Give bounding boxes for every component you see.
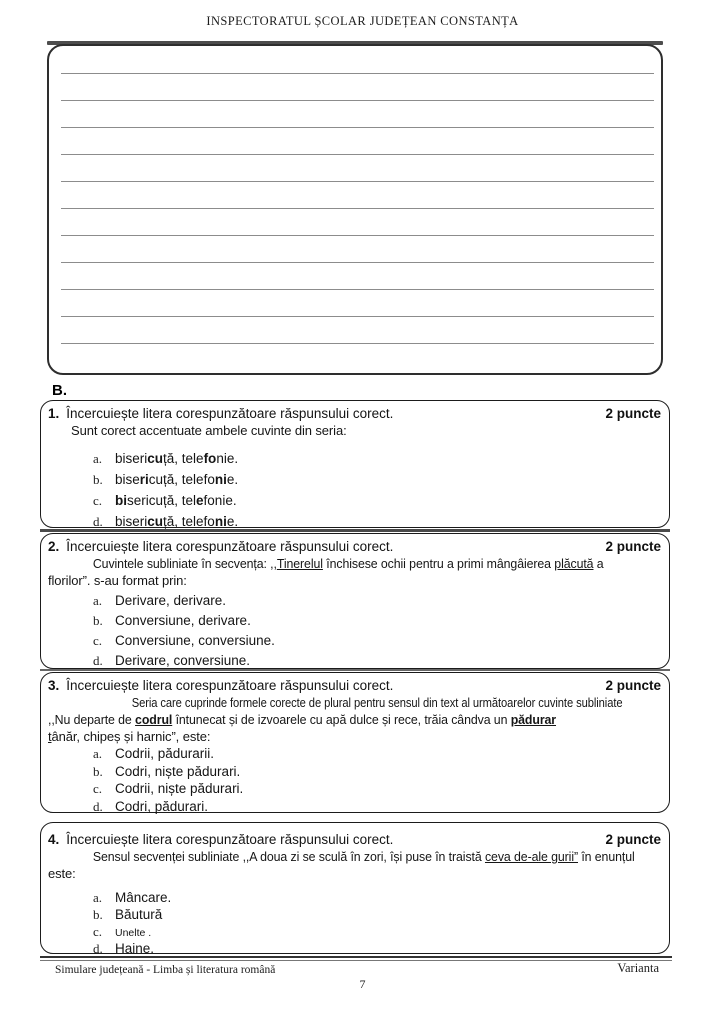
option-text: Conversiune, derivare. (115, 613, 251, 628)
question-3-box (40, 672, 670, 813)
question-number: 2. (48, 539, 60, 554)
option-row (93, 763, 661, 781)
question-body-line: tânăr, chipeș și harnic”, este: (48, 729, 211, 744)
question-4-header (48, 832, 661, 848)
writing-box (47, 44, 663, 375)
option-letter: b. (93, 763, 103, 779)
option-letter: d. (93, 653, 103, 668)
option-letter: b. (93, 472, 103, 487)
footer-rule-thick (40, 956, 672, 958)
question-body-line: Sensul secvenței subliniate ,,A doua zi se sculă în zori, își puse în traistă ceva de-ale gurii” în enunțul (92, 849, 635, 864)
option-text: bisericuță, telefonie. (115, 493, 237, 508)
option-text: Băutură (115, 907, 163, 922)
question-body-line: florilor”. s-au format prin: (48, 573, 187, 588)
option-row (93, 798, 661, 816)
option-text: Haine. (115, 941, 155, 956)
option-letter: d. (93, 514, 103, 529)
ruled-line (61, 262, 654, 263)
option-letter: b. (93, 907, 103, 922)
footer-rule-thin (40, 960, 672, 961)
ruled-line (61, 316, 654, 317)
options-list (48, 591, 661, 671)
question-3-header (48, 678, 661, 694)
options-list (48, 745, 661, 815)
option-row (93, 780, 661, 798)
option-text: bisericuță, telefonie. (115, 514, 239, 529)
option-row (93, 448, 661, 469)
question-1-box (40, 400, 670, 528)
footer-subject-label: Simulare județeană - Limba și literatura română (55, 964, 276, 976)
option-text: bisericuță, telefonie. (115, 472, 239, 487)
question-body-line: ,,Nu departe de codrul întunecat și de izvoarele cu apă dulce și rece, trăia cândva un pădurar (48, 712, 557, 727)
page-number: 7 (359, 977, 366, 991)
option-row (93, 906, 661, 923)
points-label: 2 puncte (605, 832, 661, 847)
option-row (93, 631, 661, 651)
question-prompt: Încercuiește litera corespunzătoare răspunsului corect. (66, 539, 394, 554)
option-text: Derivare, derivare. (115, 593, 227, 608)
ruled-line (61, 154, 654, 155)
ruled-line (61, 100, 654, 101)
question-body-line: Seria care cuprinde formele corecte de plural pentru sensul din text al următoarelor cuvinte subliniate (131, 695, 623, 710)
option-letter: a. (93, 451, 103, 466)
option-text: Codrii, niște pădurari. (115, 781, 244, 796)
option-text: Conversiune, conversiune. (115, 633, 275, 648)
question-prompt: Încercuiește litera corespunzătoare răspunsului corect. (66, 406, 394, 421)
separator-bar (40, 529, 670, 532)
question-body-line: Cuvintele subliniate în secvența: ,,Tinerelul închisese ochii pentru a primi mângâierea plăcută a (92, 556, 604, 571)
option-row (93, 591, 661, 611)
option-row (93, 469, 661, 490)
option-letter: a. (93, 746, 103, 761)
variant-label: Varianta (617, 961, 659, 975)
options-list (48, 889, 661, 957)
page-title: INSPECTORATUL ȘCOLAR JUDEȚEAN CONSTANȚA (206, 14, 519, 28)
points-label: 2 puncte (605, 539, 661, 554)
option-row (93, 923, 661, 940)
option-row (93, 490, 661, 511)
options-list (48, 448, 661, 532)
option-text: Derivare, conversiune. (115, 653, 251, 668)
question-2-header (48, 539, 661, 555)
question-2-box (40, 533, 670, 669)
option-row (93, 611, 661, 631)
points-label: 2 puncte (605, 406, 661, 421)
option-letter: b. (93, 613, 103, 628)
option-letter: c. (93, 493, 103, 508)
option-letter: d. (93, 941, 103, 956)
question-body-line: Sunt corect accentuate ambele cuvinte din seria: (71, 423, 347, 438)
option-row (93, 940, 661, 957)
option-text: Codri, pădurari. (115, 798, 209, 814)
question-4-box (40, 822, 670, 954)
question-body-line: este: (48, 866, 76, 881)
question-prompt: Încercuiește litera corespunzătoare răspunsului corect. (66, 678, 394, 693)
ruled-line (61, 289, 654, 290)
option-letter: c. (93, 924, 103, 939)
question-number: 4. (48, 832, 60, 847)
option-letter: a. (93, 593, 103, 608)
separator-bar (40, 669, 670, 671)
option-text: Unelte . (115, 927, 152, 939)
option-text: Mâncare. (115, 890, 172, 905)
points-label: 2 puncte (605, 678, 661, 693)
option-text: Codri, niște pădurari. (115, 763, 241, 779)
option-letter: c. (93, 633, 103, 648)
question-number: 3. (48, 678, 60, 693)
ruled-line (61, 73, 654, 74)
option-row (93, 745, 661, 763)
option-letter: d. (93, 798, 103, 814)
ruled-line (61, 235, 654, 236)
option-letter: c. (93, 781, 103, 796)
section-label: B. (52, 382, 67, 399)
ruled-line (61, 343, 654, 344)
ruled-line (61, 208, 654, 209)
ruled-line (61, 127, 654, 128)
option-text: Codrii, pădurarii. (115, 746, 215, 761)
question-1-header (48, 406, 661, 422)
question-number: 1. (48, 406, 60, 421)
question-prompt: Încercuiește litera corespunzătoare răspunsului corect. (66, 832, 394, 847)
option-letter: a. (93, 890, 103, 905)
ruled-line (61, 181, 654, 182)
option-row (93, 889, 661, 906)
option-text: bisericuță, telefonie. (115, 451, 239, 466)
